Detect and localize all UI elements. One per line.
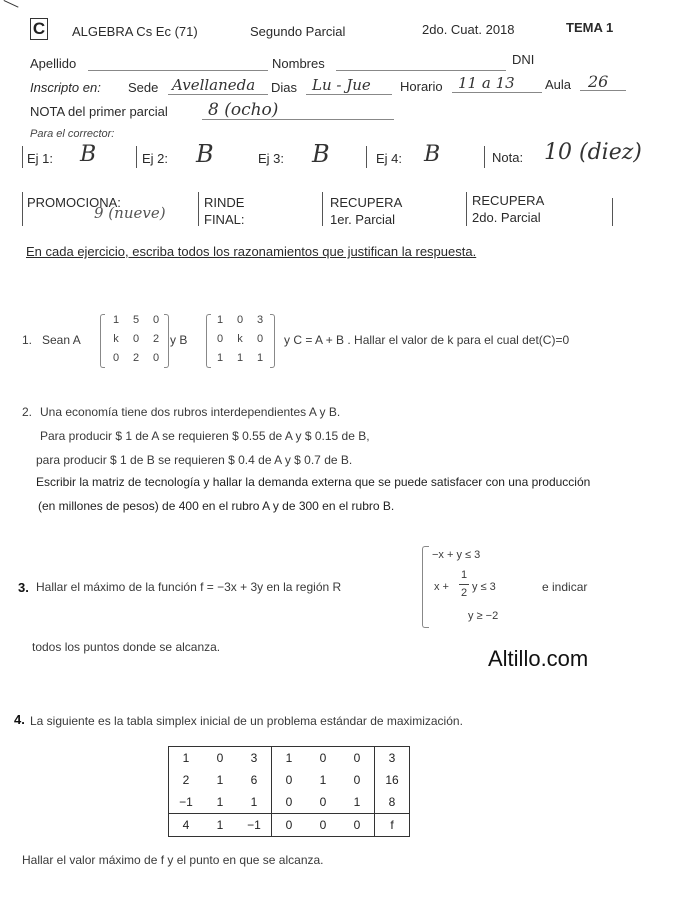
corrector-label: Para el corrector: [30,128,115,140]
tema: TEMA 1 [566,20,614,35]
ex3-constraint-1: −x + y ≤ 3 [432,549,481,561]
matrix-a-row [106,352,166,364]
ej1-label: Ej 1: [27,151,54,166]
matrix-b-cell: k [237,333,243,345]
ex3-constraint-2b: y ≤ 3 [472,581,496,593]
horario-value: 11 a 13 [458,74,515,92]
simplex-table [168,746,410,837]
ex3-number: 3. [18,580,29,595]
ex3-constraint-2a: x + [434,581,449,593]
nota-primer-line [202,119,394,120]
region-brace [422,546,429,628]
ex2-number: 2. [22,405,33,419]
simplex-cell: 3 [237,747,272,770]
aula-label: Aula [545,77,572,92]
nota-value: 10 (diez) [544,140,642,165]
simplex-row [169,747,410,770]
matrix-a-left-bracket [100,314,105,368]
dni-label: DNI [512,52,535,67]
dias-line [306,94,392,95]
ex2-line3: para producir $ 1 de B se requieren $ 0.4 de A y $ 0.7 de B. [36,453,353,467]
simplex-cell: 2 [182,773,190,787]
tema-letter: C [32,19,46,38]
recupera1-bar [322,192,323,226]
simplex-cell: 0 [285,773,293,787]
ex3-frac-den: 2 [461,587,468,599]
ex1-number: 1. [22,333,33,347]
matrix-b-right-bracket [270,314,275,368]
simplex-cell: 3 [388,751,396,765]
ex3-line2: todos los puntos donde se alcanza. [32,640,221,654]
recupera1-line1: RECUPERA [330,195,403,210]
nombres-line [336,70,506,71]
simplex-cell: 8 [388,795,396,809]
ex3-after: e indicar [542,580,588,594]
apellido-label: Apellido [30,56,77,71]
simplex-cell: 0 [285,795,293,809]
apellido-line [88,70,268,71]
ex1-lead: Sean A [42,333,81,347]
simplex-cell: 1 [237,791,272,814]
simplex-cell: 1 [285,751,293,765]
simplex-cell: 1 [319,773,327,787]
simplex-cell: 1 [182,751,190,765]
matrix-a-row [106,333,166,345]
recupera2-line1: RECUPERA [472,193,545,208]
ex4-closing: Hallar el valor máximo de f y el punto en que se alcanza. [22,853,324,867]
ex1-mid: y B [170,333,188,347]
simplex-cell: 0 [319,795,327,809]
instruction: En cada ejercicio, escriba todos los razonamientos que justifican la respuesta. [26,244,477,259]
watermark: Altillo.com [488,646,589,671]
sede-value: Avellaneda [172,76,256,94]
simplex-cell: 1 [216,773,224,787]
ej4-label: Ej 4: [376,151,403,166]
ex2-line4: Escribir la matriz de tecnología y hallar la demanda externa que se puede satisfacer con una producción [36,475,591,489]
simplex-cell: 0 [319,751,327,765]
ej4-bar [366,146,367,168]
matrix-a-right-bracket [164,314,169,368]
ex2-line2: Para producir $ 1 de A se requieren $ 0.55 de A y $ 0.15 de B, [40,429,370,443]
ex1-tail: y C = A + B . Hallar el valor de k para el cual det(C)=0 [284,333,570,347]
ex3-frac-bar [459,584,469,585]
term: 2do. Cuat. 2018 [422,22,515,37]
aula-line [580,90,626,91]
ex3-lead: Hallar el máximo de la función f = −3x + 3y en la región R [36,580,342,594]
ex2-line5: (en millones de pesos) de 400 en el rubro A y de 300 en el rubro B. [38,499,395,513]
ex3-frac-num: 1 [461,569,468,581]
nota-label: Nota: [492,150,524,165]
matrix-b-row [210,314,270,326]
course-title: ALGEBRA Cs Ec (71) [72,24,198,39]
recupera1-line2: 1er. Parcial [330,212,396,227]
corner-mark [0,0,19,19]
simplex-row [169,791,410,814]
rinde-bar [198,192,199,226]
tema-letter-box [30,18,48,40]
simplex-cell: 6 [237,769,272,791]
simplex-cell: 0 [306,814,340,837]
ej1-mark: B [80,142,97,167]
dias-label: Dias [271,80,298,95]
matrix-b-cell: 0 [236,314,244,326]
horario-line [452,92,542,93]
simplex-cell: f [375,814,410,837]
matrix-b-cell: 1 [236,352,244,364]
matrix-b-row [210,352,270,364]
promociona-bar [22,192,23,226]
ex3-constraint-3: y ≥ −2 [468,610,499,622]
simplex-cell: 4 [169,814,204,837]
nombres-label: Nombres [272,56,325,71]
simplex-row [169,769,410,791]
nota-primer-value: 8 (ocho) [208,100,279,120]
simplex-cell: −1 [237,814,272,837]
matrix-a-cell: 5 [132,314,140,326]
sede-label: Sede [128,80,159,95]
simplex-cell: 16 [385,773,399,787]
recupera2-bar [466,192,467,226]
horario-label: Horario [400,79,443,94]
aula-value: 26 [588,72,609,91]
matrix-a-cell: 2 [132,352,140,364]
rinde-line2: FINAL: [204,212,245,227]
simplex-cell: 1 [203,814,237,837]
exam-title: Segundo Parcial [250,24,346,39]
simplex-cell: 0 [340,769,375,791]
ex4-lead: La siguiente es la tabla simplex inicial de un problema estándar de maximización. [30,714,463,728]
matrix-a-cell: 0 [112,352,120,364]
ej4-mark: B [424,142,441,167]
matrix-b-cell: 0 [216,333,224,345]
matrix-a-cell: 2 [152,333,160,345]
matrix-a-cell: 1 [112,314,120,326]
ej2-bar [136,146,137,168]
matrix-b-cell: 1 [216,314,224,326]
simplex-cell: −1 [179,795,193,809]
status-end-bar [612,198,613,226]
matrix-a [106,314,166,368]
ej2-label: Ej 2: [142,151,169,166]
ej3-label: Ej 3: [258,151,285,166]
matrix-b-row [210,333,270,345]
simplex-cell: 0 [216,751,224,765]
matrix-b-cell: 1 [256,352,264,364]
promociona-label: PROMOCIONA: [27,195,121,210]
matrix-b [210,314,276,368]
simplex-cell: 1 [216,795,224,809]
matrix-a-cell: 0 [152,314,160,326]
simplex-cell: 0 [340,747,375,770]
dias-value: Lu - Jue [312,76,371,94]
sede-line [168,94,268,95]
simplex-cell: 0 [272,814,307,837]
ex2-line1: Una economía tiene dos rubros interdependientes A y B. [40,405,341,419]
matrix-b-cell: 3 [256,314,264,326]
ej1-bar [22,146,23,168]
nota-primer-label: NOTA del primer parcial [30,104,168,119]
simplex-cell: 1 [340,791,375,814]
ej2-mark: B [196,140,214,168]
matrix-a-cell: k [113,333,119,345]
matrix-a-cell: 0 [152,352,160,364]
nota-bar [484,146,485,168]
matrix-a-row [106,314,166,326]
matrix-b-cell: 1 [216,352,224,364]
inscripto-label: Inscripto en: [30,80,101,95]
matrix-a-cell: 0 [132,333,140,345]
ex4-number: 4. [14,712,25,727]
simplex-objective-row [169,814,410,837]
simplex-cell: 0 [340,814,375,837]
recupera2-line2: 2do. Parcial [472,210,541,225]
ej3-mark: B [312,140,330,168]
matrix-b-cell: 0 [256,333,264,345]
rinde-line1: RINDE [204,195,245,210]
promociona-value: 9 (nueve) [94,204,166,222]
